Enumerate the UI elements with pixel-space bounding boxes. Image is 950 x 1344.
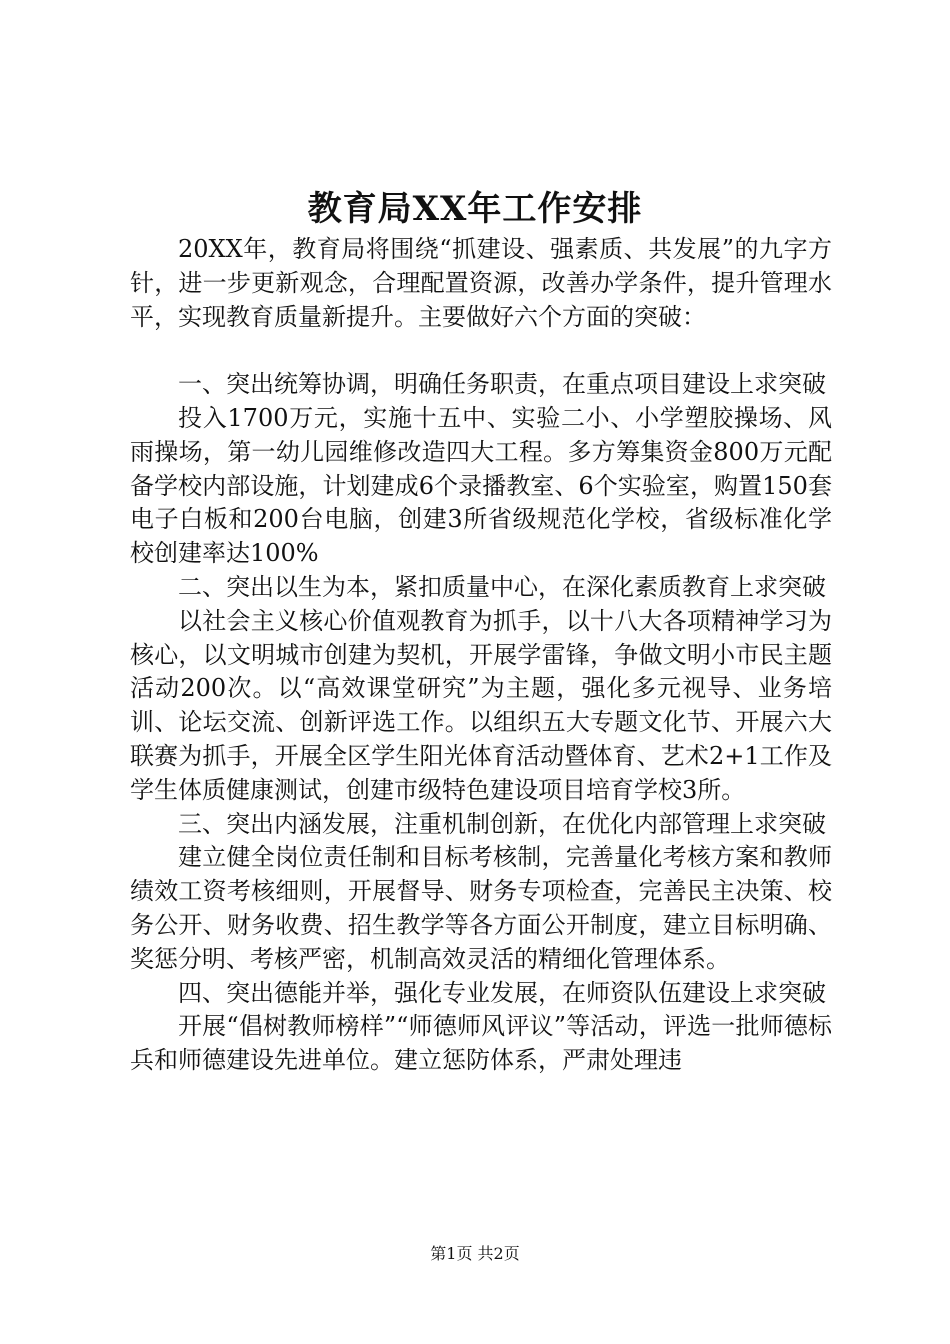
- section-body-2: 以社会主义核心价值观教育为抓手，以十八大各项精神学习为核心，以文明城市创建为契机，开展学雷锋，争做文明小市民主题活动200次。以“高效课堂研究”为主题，强化多元视导、业务培训、论坛交流、创新评选工作。以组织五大专题文化节、开展六大联赛为抓手，开展全区学生阳光体育活动暨体育、艺术2+1工作及学生体质健康测试，创建市级特色建设项目培育学校3所。: [130, 606, 832, 804]
- section-heading-4: 四、突出德能并举，强化专业发展，在师资队伍建设上求突破: [178, 978, 826, 1007]
- section-body-4: 开展“倡树教师榜样”“师德师风评议”等活动，评选一批师德标兵和师德建设先进单位。建立惩防体系，严肃处理违: [130, 1012, 832, 1075]
- section-heading-3: 三、突出内涵发展，注重机制创新，在优化内部管理上求突破: [178, 809, 826, 838]
- section-heading-2: 二、突出以生为本，紧扣质量中心，在深化素质教育上求突破: [178, 572, 826, 601]
- section-body-1: 投入1700万元，实施十五中、实验二小、小学塑胶操场、风雨操场，第一幼儿园维修改造四大工程。多方筹集资金800万元配备学校内部设施，计划建成6个录播教室、6个实验室，购置150套电子白板和200台电脑，创建3所省级规范化学校，省级标准化学校创建率达100%: [130, 403, 832, 568]
- page-number-footer: 第1页 共2页: [430, 1244, 520, 1263]
- intro-paragraph: 20XX年，教育局将围绕“抓建设、强素质、共发展”的九字方针，进一步更新观念，合理配置资源，改善办学条件，提升管理水平，实现教育质量新提升。主要做好六个方面的突破：: [130, 235, 832, 331]
- section-body-3: 建立健全岗位责任制和目标考核制，完善量化考核方案和教师绩效工资考核细则，开展督导、财务专项检查，完善民主决策、校务公开、财务收费、招生教学等各方面公开制度，建立目标明确、奖惩分明、考核严密，机制高效灵活的精细化管理体系。: [130, 843, 832, 973]
- section-heading-1: 一、突出统筹协调，明确任务职责，在重点项目建设上求突破: [178, 370, 826, 399]
- document-title: 教育局XX年工作安排: [307, 189, 643, 229]
- document-body: [130, 233, 832, 1078]
